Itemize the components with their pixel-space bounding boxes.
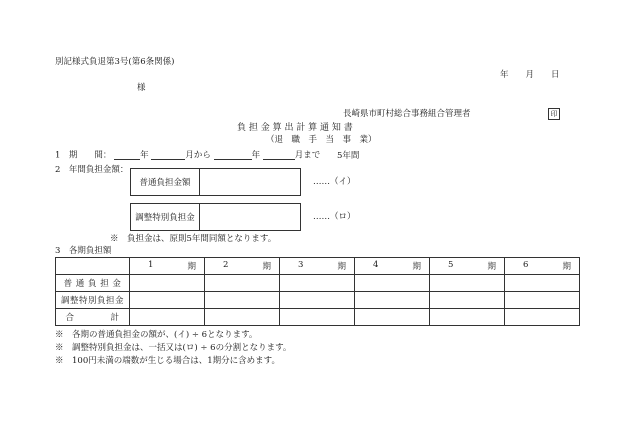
period-month-until: 月まで (294, 150, 321, 161)
row-label-total: 合 計 (56, 309, 130, 326)
table-cell (430, 275, 505, 292)
addressee-honorific: 様 (137, 83, 146, 93)
table-cell (280, 309, 355, 326)
table-cell (430, 309, 505, 326)
period-year-1: 年 (140, 150, 149, 161)
period-label: 1 期 間： (55, 150, 112, 161)
table-cell (505, 292, 580, 309)
table-cell (280, 292, 355, 309)
footnote-2: ※ 調整特別負担金は、一括又は(ロ) ÷ 6の分割となります。 (55, 343, 292, 353)
period-number: 6 (523, 260, 529, 270)
period-unit: 期 (262, 262, 271, 272)
table-cell (280, 275, 355, 292)
table-row (56, 309, 580, 326)
table-cell (205, 292, 280, 309)
section2-note: ※ 負担金は、原則5年間同額となります。 (110, 234, 277, 244)
footnote-3: ※ 100円未満の端数が生じる場合は、1期分に含めます。 (55, 356, 280, 366)
period-start-year-blank (114, 150, 140, 160)
section2-heading: 2 年間負担金額： (55, 165, 129, 175)
row-label-ordinary: 普 通 負 担 金 (56, 275, 130, 292)
period-unit: 期 (337, 262, 346, 272)
seal-mark: 印 (548, 108, 560, 120)
table-cell (130, 275, 205, 292)
table-cell (205, 309, 280, 326)
table-cell (355, 292, 430, 309)
section3-heading: 3 各期負担額 (55, 246, 112, 256)
table-cell (130, 292, 205, 309)
period-unit: 期 (412, 262, 421, 272)
period-header (505, 258, 580, 275)
period-total: 5年間 (337, 150, 360, 161)
table-row (56, 292, 580, 309)
period-number: 4 (373, 260, 379, 270)
period-line (55, 150, 359, 160)
table-cell (430, 292, 505, 309)
period-header (205, 258, 280, 275)
table-header-row (56, 258, 580, 275)
period-number: 3 (298, 260, 304, 270)
period-month-from: 月から (185, 150, 211, 161)
table-cell (355, 309, 430, 326)
header-corner-cell (56, 258, 130, 275)
issuer-name: 長崎県市町村総合事務組合管理者 (343, 109, 471, 119)
period-unit: 期 (187, 262, 196, 272)
table-cell (505, 309, 580, 326)
table-cell (505, 275, 580, 292)
document-subtitle: （退 職 手 当 事 業） (266, 135, 377, 145)
period-number: 5 (448, 260, 454, 270)
special-contribution-box (130, 203, 301, 231)
issue-date: 年 月 日 (500, 70, 560, 80)
document-title: 負 担 金 算 出 計 算 通 知 書 (237, 123, 353, 133)
footnote-1: ※ 各期の普通負担金の額が、(イ) ÷ 6となります。 (55, 330, 258, 340)
period-header (130, 258, 205, 275)
ordinary-contribution-label: 普通負担金額 (131, 169, 200, 195)
table-cell (355, 275, 430, 292)
period-unit: 期 (562, 262, 571, 272)
period-unit: 期 (487, 262, 496, 272)
period-end-month-blank (263, 150, 295, 160)
table-cell (205, 275, 280, 292)
row-label-special: 調整特別負担金 (56, 292, 130, 309)
period-header (430, 258, 505, 275)
period-year-2: 年 (251, 150, 261, 161)
special-contribution-label: 調整特別負担金 (131, 204, 200, 230)
period-number: 1 (148, 260, 154, 270)
period-number: 2 (223, 260, 229, 270)
table-row (56, 275, 580, 292)
ordinary-contribution-box (130, 168, 301, 196)
period-end-year-blank (214, 150, 252, 160)
table-cell (130, 309, 205, 326)
special-contribution-marker: ……（ロ） (313, 212, 356, 222)
ordinary-contribution-marker: ……（イ） (313, 177, 356, 187)
form-reference: 別記様式負退第3号(第6条関係) (55, 57, 175, 67)
period-header (280, 258, 355, 275)
period-header (355, 258, 430, 275)
installment-table (55, 257, 580, 326)
period-start-month-blank (151, 150, 185, 160)
